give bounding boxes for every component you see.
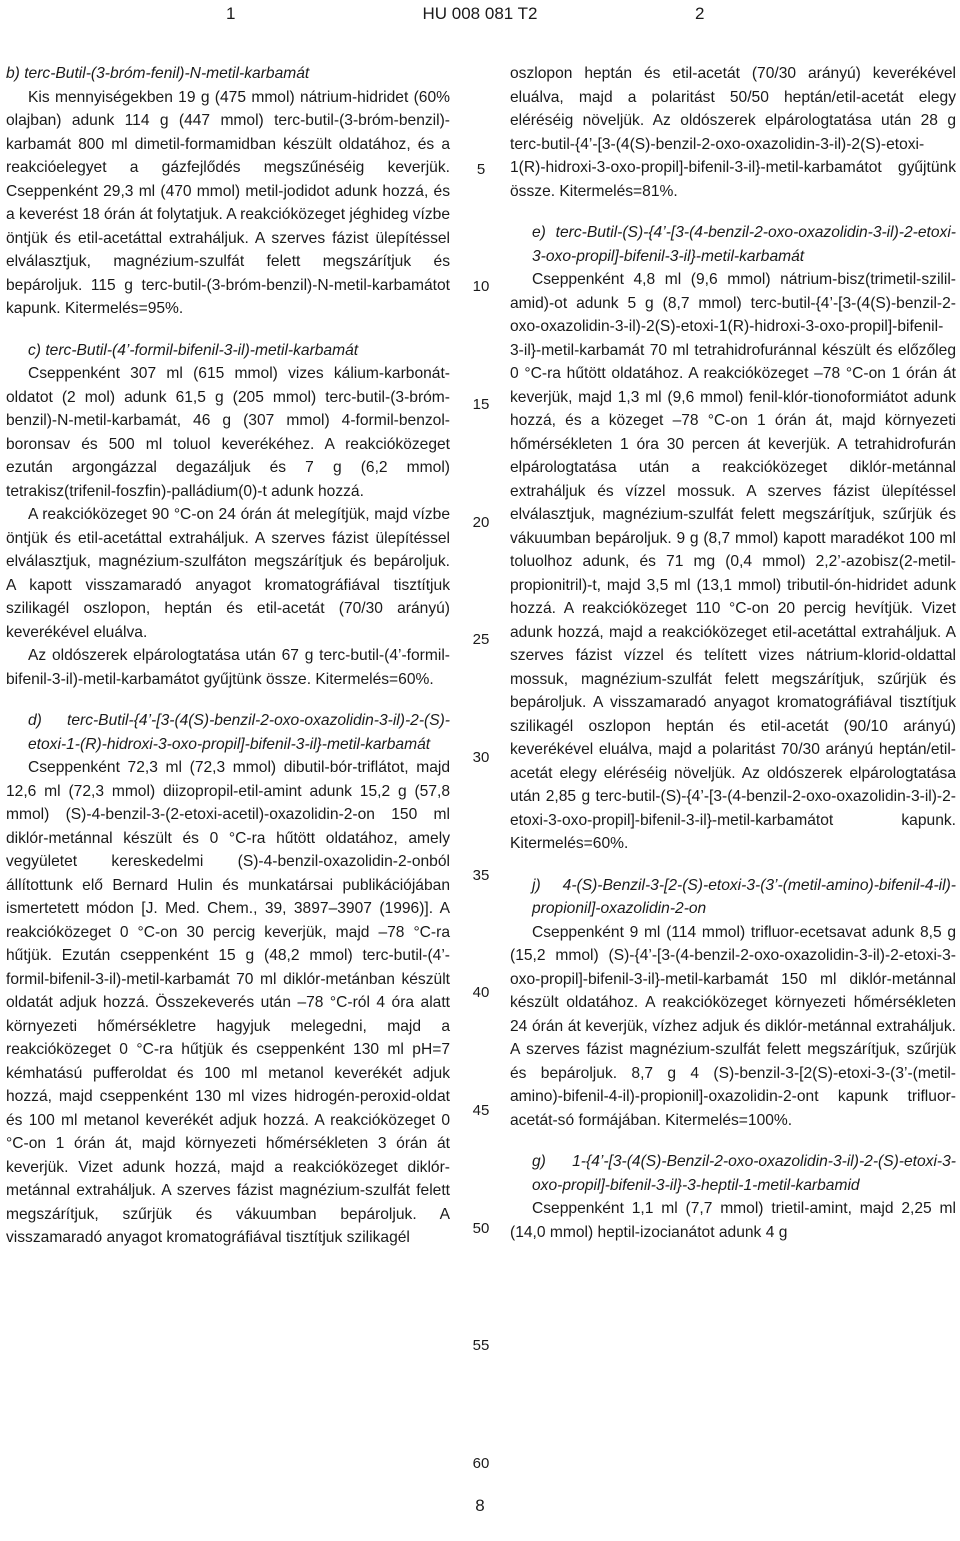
line-number: 45 [472,1102,490,1119]
line-number: 15 [472,396,490,413]
section-title-d: d) terc-Butil-{4’-[3-(4(S)-benzil-2-oxo-oxazolidin-3-il)-2-(S)-etoxi-1-(R)-hidroxi-3-oxo-propil]-bifenil-3-il}-metil-karbamát [28,712,450,753]
line-number: 30 [472,749,490,766]
footer-page-number: 8 [475,1496,485,1515]
section-title-e: e) terc-Butil-(S)-{4’-[3-(4-benzil-2-oxo-oxazolidin-3-il)-2-etoxi-3-oxo-propil]-bifenil-3-il}-metil-karbamát [532,224,956,265]
line-number: 40 [472,984,490,1001]
left-text-column [6,62,450,1250]
section-title-g: g) 1-{4’-[3-(4(S)-Benzil-2-oxo-oxazolidin-3-il)-2-(S)-etoxi-3-oxo-propil]-bifenil-3-il}-3-heptil-1-metil-karbamid [532,1153,956,1194]
paragraph: Cseppenként 307 ml (615 mmol) vizes kálium-karbonát-oldatot (2 mol) adunk 61,5 g (205 mmol) terc-butil-(3-bróm-benzil)-N-metil-karbamát, 46 g (307 mmol) 4-formil-benzol-boronsav és 500 ml toluol keverékéhez. A reakcióközeget ezután argongázzal degazáljuk és 7 g (6,2 mmol) tetrakisz(trifenil-foszfin)-palládium(0)-t adunk hozzá. [6,365,450,500]
paragraph: A reakcióközeget 90 °C-on 24 órán át melegítjük, majd vízbe öntjük és etil-acetáttal extraháljuk. A szerves fázist ülepítéssel elválasztjuk, magnézium-szulfáton megszárítjuk és bepároljuk. A kapott visszamaradó anyagot kromatográfiával tisztítjuk szilikagél oszlopon, heptán és etil-acetát (70/30 arányú) keverékével eluálva. [6,506,450,641]
paragraph: Kis mennyiségekben 19 g (475 mmol) nátrium-hidridet (60% olajban) adunk 114 g (447 mmol) terc-butil-(3-bróm-benzil)-karbamát 800 ml dimetil-formamidban készült oldatához, és a reakcióelegyet a gázfejlődés megszűnéséig keverjük. Cseppenként 29,3 ml (470 mmol) metil-jodidot adunk hozzá, és a keverést 18 órán át folytatjuk. A reakcióközeget jéghideg vízbe öntjük és etil-acetáttal extraháljuk. A szerves fázist ülepítéssel elválasztjuk, magnézium-szulfát felett megszárítjuk és bepároljuk. 115 g terc-butil-(3-bróm-benzil)-N-metil-karbamátot kapunk. Kitermelés=95%. [6,88,450,317]
line-number: 10 [472,278,490,295]
document-id: HU 008 081 T2 [422,4,538,23]
section-title-b: b) terc-Butil-(3-bróm-fenil)-N-metil-karbamát [6,65,310,82]
line-number: 50 [472,1220,490,1237]
paragraph: Cseppenként 1,1 ml (7,7 mmol) trietil-amint, majd 2,25 ml (14,0 mmol) heptil-izocianátot adunk 4 g [510,1200,956,1241]
line-number: 35 [472,867,490,884]
paragraph: Cseppenként 9 ml (114 mmol) trifluor-ecetsavat adunk 8,5 g (15,2 mmol) (S)-{4’-[3-(4-benzil-2-oxo-oxazolidin-3-il)-2-etoxi-3-oxo-propil]-bifenil-3-il}-metil-karbamát 150 ml diklór-metánnal készült oldatához. A reakcióközeget környezeti hőmérsékleten 24 órán át keverjük, vízhez adjuk és diklór-metánnal extraháljuk. A szerves fázist magnézium-szulfát felett megszárítjuk, szűrjük és bepároljuk. 8,7 g 4 (S)-benzil-3-[2(S)-etoxi-3-(3’-(metil-amino)-bifenil-4-il)-propionil]-oxazolidin-2-ont kapunk trifluor-acetát-só formájában. Kitermelés=100%. [510,923,956,1129]
line-number: 5 [476,161,486,178]
paragraph-continued: oszlopon heptán és etil-acetát (70/30 arányú) keverékével eluálva, majd a polaritást 50/50 heptán/etil-acetát elegy eléréséig növeljük. Az oldószerek elpárologtatása után 28 g terc-butil-{4’-[3-(4(S)-benzil-2-oxo-oxazolidin-3-il)-2(S)-etoxi-1(R)-hidroxi-3-oxo-propil]-bifenil-3-il}-metil-karbamátot gyűjtünk össze. Kitermelés=81%. [510,65,956,200]
line-number: 20 [472,514,490,531]
right-page-number: 2 [695,4,705,23]
paragraph: Az oldószerek elpárologtatása után 67 g terc-butil-(4’-formil-bifenil-3-il)-metil-karbamátot gyűjtünk össze. Kitermelés=60%. [6,647,450,688]
right-text-column [510,62,956,1244]
paragraph: Cseppenként 4,8 ml (9,6 mmol) nátrium-bisz(trimetil-szilil-amid)-ot adunk 5 g (8,7 mmol) terc-butil-{4’-[3-(4(S)-benzil-2-oxo-oxazolidin-3-il)-2(S)-etoxi-1(R)-hidroxi-3-oxo-propil]-bifenil-3-il}-metil-karbamát 70 ml tetrahidrofuránnal készült és előzőleg 0 °C-ra hűtött oldatához. A reakcióközeget –78 °C-on 1 órán át keverjük, majd 1,3 ml (9,6 mmol) fenil-klór-tionoformiátot adunk hozzá, és a közeget –78 °C-on 1 órán át, majd környezeti hőmérsékleten 1 óra 30 percen át keverjük. A tetrahidrofurán elpárologtatása után a reakcióközeget diklór-metánnal extraháljuk és vízzel mossuk. A szerves fázist ülepítéssel elválasztjuk, magnézium-szulfát felett megszárítjuk, szűrjük és vákuumban bepároljuk. 9 g (8,7 mmol) kapott maradékot 100 ml toluolhoz adunk, és 71 mg (0,4 mmol) 2,2’-azobisz(2-metil-propionitril)-t, majd 3,5 ml (13,1 mmol) tributil-ón-hidridet adunk hozzá. A reakcióközeget 110 °C-on 20 percig hevítjük. Vizet adunk hozzá, majd a reakcióközeget etil-acetáttal extraháljuk. A szerves fázist vízzel és telített vizes nátrium-klorid-oldattal mossuk, magnézium-szulfát felett megszárítjuk, szűrjük és bepároljuk. A visszamaradó anyagot kromatográfiával tisztítjuk szilikagél oszlopon heptán és etil-acetát (90/10 arányú) keverékével eluálva, majd a polaritást 70/30 arányú heptán/etil-acetát elegy eléréséig növeljük. Az oldószerek elpárologtatása után 2,85 g terc-butil-(S)-{4’-[3-(4-benzil-2-oxo-oxazolidin-3-il)-2-etoxi-3-oxo-propil]-bifenil-3-il}-metil-karbamátot kapunk. Kitermelés=60%. [510,271,956,852]
left-page-number: 1 [226,4,236,23]
section-title-j: j) 4-(S)-Benzil-3-[2-(S)-etoxi-3-(3’-(metil-amino)-bifenil-4-il)-propionil]-oxazolidin-2-on [532,876,956,917]
section-title-c: c) terc-Butil-(4’-formil-bifenil-3-il)-metil-karbamát [28,341,359,359]
paragraph: Cseppenként 72,3 ml (72,3 mmol) dibutil-bór-triflátot, majd 12,6 ml (72,3 mmol) diizopropil-etil-amint adunk 15,2 g (57,8 mmol) (S)-4-benzil-3-(2-etoxi-acetil)-oxazolidin-2-on 150 ml diklór-metánnal készült és 0 °C-ra hűtött oldatához, amely vegyületet kereskedelmi (S)-4-benzil-oxazolidin-2-onból állítottunk elő Bernard Hulin és munkatársai publikációjában ismertetett módon [J. Med. Chem., 39, 3897–3907 (1996)]. A reakcióközeget 0 °C-on 30 percig keverjük, majd –78 °C-ra hűtjük. Ezután cseppenként 15 g (48,2 mmol) terc-butil-(4’-formil-bifenil-3-il)-metil-karbamát 70 ml diklór-metánban készült oldatát adjuk hozzá. Összekeverés után –78 °C-ról 4 óra alatt környezeti hőmérsékletre hagyjuk melegedni, majd a reakcióközeget 0 °C-ra hűtjük és cseppenként 130 ml pH=7 kémhatású pufferoldat és 100 ml metanol keverékét adjuk hozzá, majd cseppenként 130 ml vizes hidrogén-peroxid-oldat és 100 ml metanol keverékét adjuk hozzá. A reakcióközeget 0 °C-on 1 órán át, majd környezeti hőmérsékleten 3 órán át keverjük. Vizet adunk hozzá, majd a reakcióközeget diklór-metánnal extraháljuk. A szerves fázist magnézium-szulfát felett megszárítjuk, szűrjük és vákuumban bepároljuk. A visszamaradó anyagot kromatográfiával tisztítjuk szilikagél [6,759,450,1246]
line-number: 25 [472,631,490,648]
line-number: 55 [472,1337,490,1354]
line-number: 60 [472,1455,490,1472]
